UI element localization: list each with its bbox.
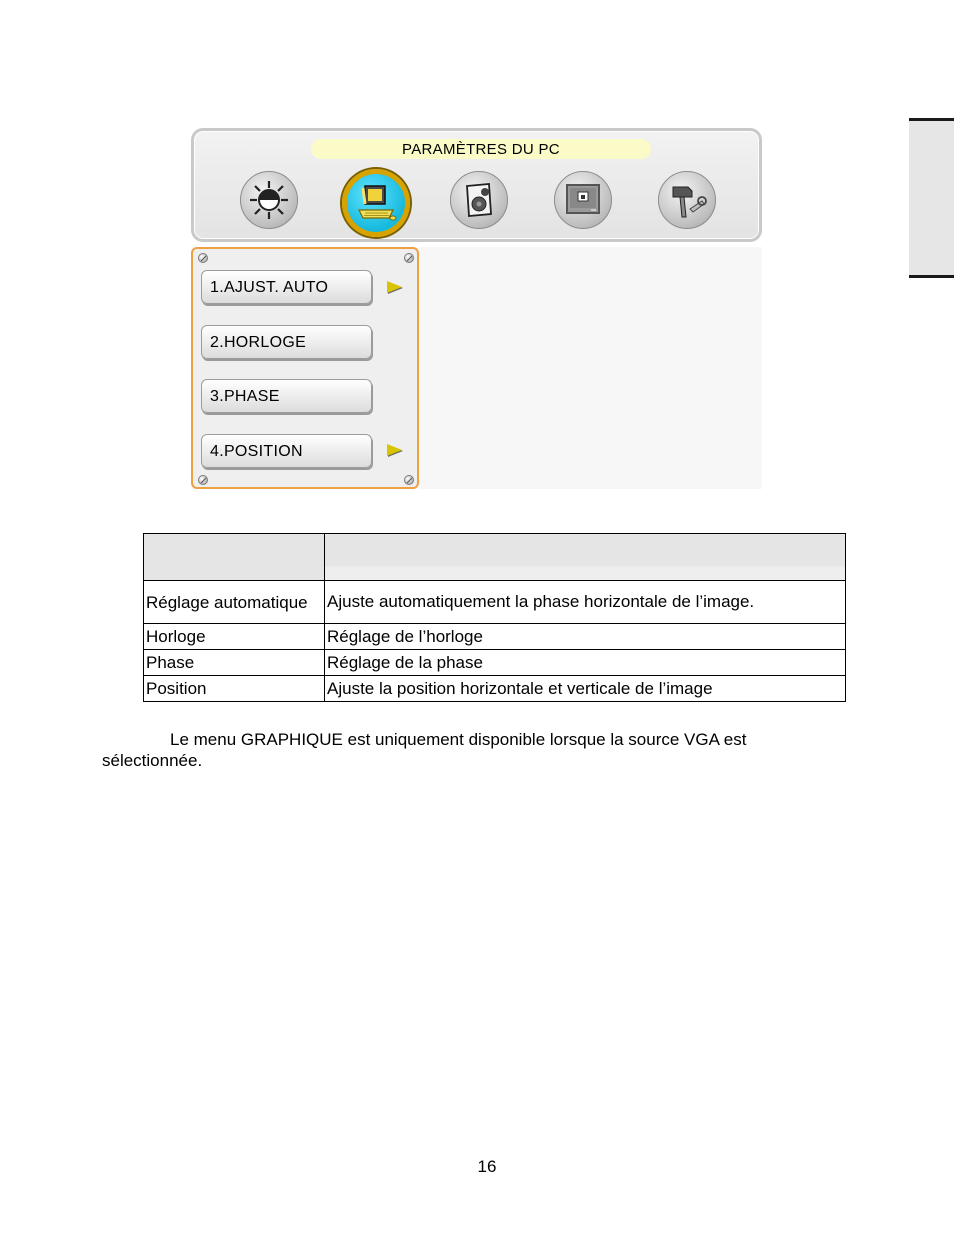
screw-icon [404, 253, 414, 263]
pc-settings-icon[interactable] [342, 169, 410, 237]
picture-icon[interactable] [554, 171, 612, 229]
table-cell-description: Ajuste automatiquement la phase horizontale de l’image. [325, 581, 846, 624]
brightness-icon[interactable] [240, 171, 298, 229]
note-text: Le menu GRAPHIQUE est uniquement disponible lorsque la source VGA est sélectionnée. [102, 730, 747, 770]
table-header-row [144, 534, 846, 581]
osd-menu-title: PARAMÈTRES DU PC [311, 139, 651, 159]
screw-icon [198, 253, 208, 263]
submenu-arrow-icon [387, 281, 402, 293]
osd-submenu-panel [191, 247, 419, 489]
table-cell-setting: Horloge [144, 624, 325, 650]
tools-icon[interactable] [658, 171, 716, 229]
table-cell-setting: Réglage automatique [144, 581, 325, 624]
menu-item-clock[interactable]: 2.HORLOGE [201, 325, 372, 359]
table-cell-description: Réglage de l’horloge [325, 624, 846, 650]
osd-main-menu-bar [191, 128, 762, 242]
page-number: 16 [477, 1157, 497, 1176]
table-row [144, 624, 846, 650]
submenu-arrow-icon [387, 444, 402, 456]
table-cell-setting: Phase [144, 650, 325, 676]
screw-icon [404, 475, 414, 485]
menu-item-auto-adjust[interactable]: 1.AJUST. AUTO [201, 270, 372, 304]
table-cell-description: Ajuste la position horizontale et verticale de l’image [325, 676, 846, 702]
table-row [144, 650, 846, 676]
table-row [144, 581, 846, 624]
osd-submenu-blank-area [419, 247, 762, 489]
screw-icon [198, 475, 208, 485]
table-row [144, 676, 846, 702]
language-side-tab [909, 118, 954, 278]
table-cell-description: Réglage de la phase [325, 650, 846, 676]
menu-item-position[interactable]: 4.POSITION [201, 434, 372, 468]
table-header-cell [325, 534, 846, 581]
table-header-cell [144, 534, 325, 581]
speaker-icon[interactable] [450, 171, 508, 229]
note-paragraph [102, 729, 822, 771]
settings-description-table [143, 533, 846, 702]
table-cell-setting: Position [144, 676, 325, 702]
menu-item-phase[interactable]: 3.PHASE [201, 379, 372, 413]
